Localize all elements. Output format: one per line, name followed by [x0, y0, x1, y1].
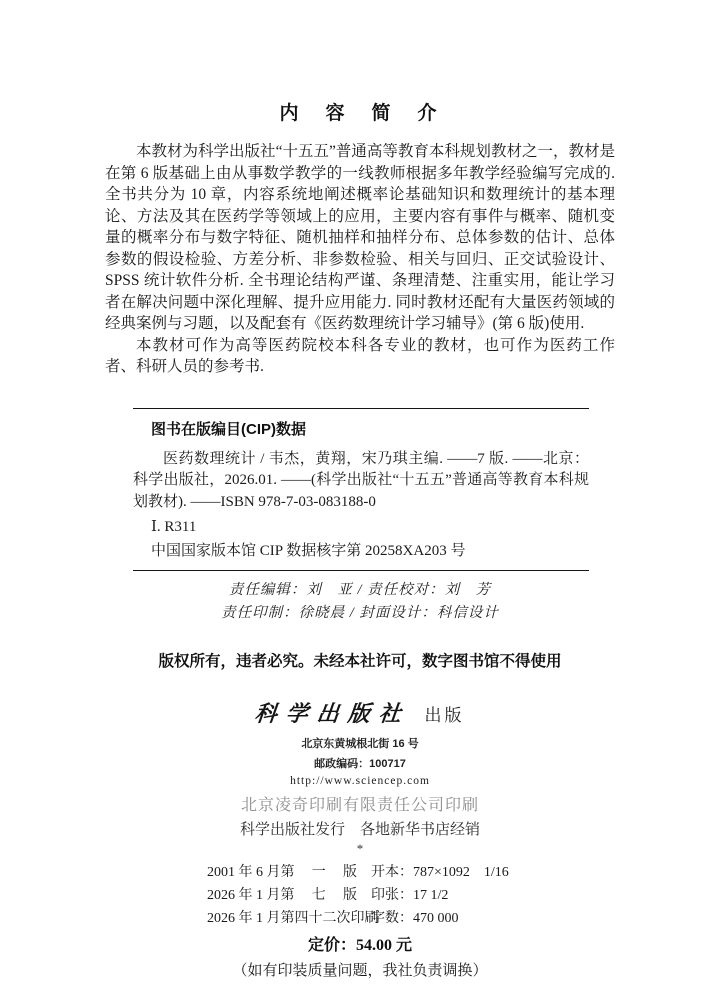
edition-number: 一	[311, 865, 326, 880]
credits-editors-line: 责任编辑：刘 亚 / 责任校对：刘 芳	[228, 582, 492, 598]
printing-info	[207, 861, 537, 930]
word-count: 字数：470 000	[371, 911, 459, 926]
publisher-url: http://www.sciencep.com	[290, 775, 430, 787]
cip-data-box	[133, 408, 589, 572]
intro-paragraph-1: 本教材为科学出版社“十五五”普通高等教育本科规划教材之一，教材是在第 6 版基础上由从事数学教学的一线教师根据多年教学经验编写完成的. 全书共分为 10 章，内容系统地阐述概率论基础知识和数理统计的基本理论、方法及其在医药学等领域上的应用，主要内容有事件与概率、随机变量的概率分布与数字特征、随机抽样和抽样分布、总体参数的估计、总体参数的假设检验、方差分析、非参数检验、相关与回归、正交试验设计、SPSS 统计软件分析. 全书理论结构严谨、条理清楚、注重实用，能让学习者在解决问题中深化理解、提升应用能力. 同时教材还配有大量医药领域的经典案例与习题，以及配套有《医药数理统计学习辅导》(第 6 版)使用.	[105, 143, 615, 332]
publisher-logo: 科学出版社	[254, 701, 412, 726]
credits-print-design-line: 责任印制：徐晓晨 / 封面设计：科信设计	[221, 605, 499, 621]
print-row-impression	[207, 907, 537, 930]
copyright-notice: 版权所有，违者必究。未经本社许可，数字图书馆不得使用	[158, 653, 562, 670]
impression-prefix: 2026 年 1 月第四十二次印刷	[207, 911, 379, 926]
cip-class-number: Ⅰ. R311	[151, 519, 197, 535]
publisher-postcode: 邮政编码：100717	[314, 758, 406, 770]
edition-number: 七	[311, 888, 326, 903]
sheets-spec: 印张：17 1/2	[371, 888, 449, 903]
exchange-note: （如有印装质量问题，我社负责调换）	[232, 963, 488, 979]
print-row-current-edition	[207, 884, 537, 907]
cip-heading: 图书在版编目(CIP)数据	[151, 420, 306, 438]
page-title: 内 容 简 介	[279, 103, 441, 124]
separator-asterisk: *	[356, 841, 364, 856]
print-row-first-edition	[207, 861, 537, 884]
edition-word: 版	[343, 865, 357, 880]
publisher-address: 北京东黄城根北街 16 号	[301, 738, 419, 750]
intro-paragraph-2: 本教材可作为高等医药院校本科各专业的教材，也可作为医药工作者、科研人员的参考书.	[105, 336, 615, 375]
content-introduction	[105, 141, 615, 378]
edition-prefix: 2001 年 6 月第	[207, 865, 295, 880]
price-line: 定价：54.00 元	[307, 937, 412, 954]
publisher-logo-line	[0, 697, 720, 728]
staff-credits	[0, 579, 720, 625]
publisher-logo-suffix: 出版	[424, 706, 465, 725]
publisher-block	[0, 697, 720, 857]
edition-prefix: 2026 年 1 月第	[207, 888, 295, 903]
cip-entry: 医药数理统计 / 韦杰，黄翔，宋乃琪主编. ——7 版. ——北京：科学出版社，2026.01. ——(科学出版社“十五五”普通高等教育本科规划教材). ——ISBN 978-7-03-083188-0	[133, 450, 589, 510]
edition-word: 版	[343, 888, 357, 903]
format-spec: 开本：787×1092 1/16	[371, 865, 509, 880]
distribution-line: 科学出版社发行 各地新华书店经销	[239, 822, 480, 838]
printer-line: 北京凌奇印刷有限责任公司印刷	[240, 797, 479, 814]
cip-record-number: 中国国家版本馆 CIP 数据核字第 20258XA203 号	[151, 543, 466, 559]
